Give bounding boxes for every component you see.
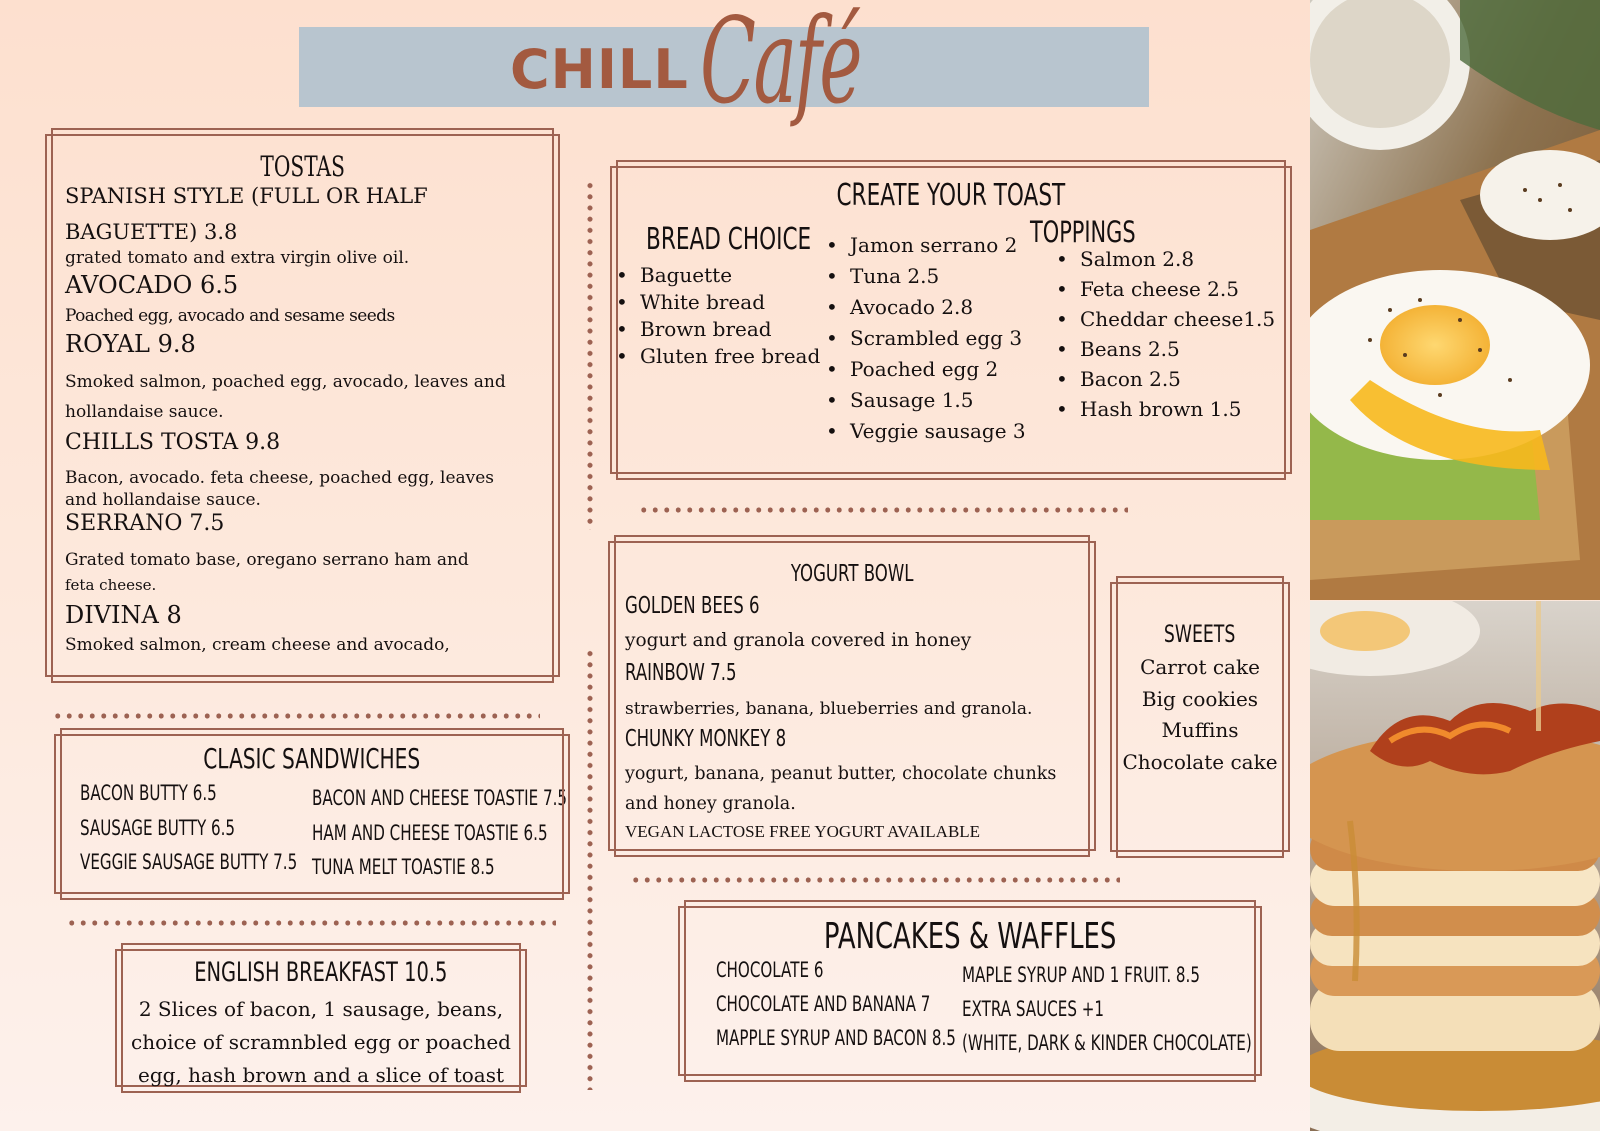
bread-item: • Brown bread <box>614 315 820 342</box>
create-toast-section <box>610 160 1292 480</box>
topping-item: • Sausage 1.5 <box>824 385 1026 416</box>
dotted-divider <box>638 507 1128 513</box>
yogurt-bowl-section <box>608 535 1096 857</box>
pancakes-bacon-syrup-photo <box>1310 601 1600 1131</box>
dotted-divider <box>630 877 1120 883</box>
tosta-name: ROYAL 9.8 <box>65 330 196 358</box>
tosta-description: grated tomato and extra virgin olive oil. <box>65 248 410 268</box>
tosta-name: CHILLS TOSTA 9.8 <box>65 430 281 455</box>
sweet-item: Big cookies <box>1141 686 1259 711</box>
pancakes-waffles-section <box>678 900 1262 1082</box>
topping-item: • Veggie sausage 3 <box>824 416 1026 447</box>
sweets-section <box>1110 576 1290 858</box>
cafe-title-script: Café <box>700 0 861 130</box>
sandwich-item: HAM AND CHEESE TOASTIE 6.5 <box>312 821 548 845</box>
tosta-description: Smoked salmon, cream cheese and avocado, <box>65 635 450 655</box>
breakfast-description: choice of scramnbled egg or poached <box>131 1030 511 1054</box>
tosta-description: Smoked salmon, poached egg, avocado, leaves and <box>65 372 506 392</box>
egg-avocado-toast-photo <box>1310 0 1600 600</box>
pancake-item: MAPPLE SYRUP AND BACON 8.5 <box>716 1026 956 1050</box>
pancake-item: EXTRA SAUCES +1 <box>962 997 1105 1021</box>
bread-choice-title: BREAD CHOICE <box>646 222 812 257</box>
toppings-title: TOPPINGS <box>1030 215 1136 249</box>
breakfast-title: ENGLISH BREAKFAST 10.5 <box>194 957 448 988</box>
tosta-description: Poached egg, avocado and sesame seeds <box>65 306 395 326</box>
toppings-list-1 <box>824 230 1026 447</box>
yogurt-item-description: and honey granola. <box>625 794 796 814</box>
tosta-name: BAGUETTE) 3.8 <box>65 220 238 244</box>
pancake-item: MAPLE SYRUP AND 1 FRUIT. 8.5 <box>962 963 1200 987</box>
pancake-item: (WHITE, DARK & KINDER CHOCOLATE) <box>962 1031 1252 1055</box>
tostas-title: TOSTAS <box>260 150 345 183</box>
sandwiches-title: CLASIC SANDWICHES <box>203 742 421 775</box>
dotted-divider <box>52 713 540 719</box>
toppings-list-2 <box>1054 244 1275 424</box>
yogurt-item-name: CHUNKY MONKEY 8 <box>625 726 787 752</box>
sweet-item: Muffins <box>1161 718 1239 742</box>
topping-item: • Feta cheese 2.5 <box>1054 274 1275 304</box>
sweets-title: SWEETS <box>1164 620 1236 648</box>
topping-item: • Salmon 2.8 <box>1054 244 1275 274</box>
tosta-name: SPANISH STYLE (FULL OR HALF <box>65 184 428 208</box>
pancake-item: CHOCOLATE AND BANANA 7 <box>716 992 931 1016</box>
tosta-description: feta cheese. <box>65 576 157 594</box>
breakfast-description: egg, hash brown and a slice of toast <box>137 1063 505 1087</box>
dotted-divider-vertical <box>587 180 593 530</box>
tosta-description: and hollandaise sauce. <box>65 490 261 510</box>
tosta-description: Bacon, avocado. feta cheese, poached egg, leaves <box>65 468 495 488</box>
sandwiches-section <box>54 728 570 900</box>
tostas-section <box>45 128 560 683</box>
topping-item: • Avocado 2.8 <box>824 292 1026 323</box>
yogurt-item-name: RAINBOW 7.5 <box>625 660 737 686</box>
dotted-divider-vertical <box>587 648 593 1090</box>
topping-item: • Tuna 2.5 <box>824 261 1026 292</box>
breakfast-description: 2 Slices of bacon, 1 sausage, beans, <box>138 997 504 1021</box>
topping-item: • Beans 2.5 <box>1054 334 1275 364</box>
topping-item: • Hash brown 1.5 <box>1054 394 1275 424</box>
dotted-divider <box>66 920 556 926</box>
tosta-name: DIVINA 8 <box>65 601 182 629</box>
tosta-name: SERRANO 7.5 <box>65 511 225 536</box>
topping-item: • Cheddar cheese1.5 <box>1054 304 1275 334</box>
yogurt-item-name: GOLDEN BEES 6 <box>625 593 760 619</box>
bread-item: • Gluten free bread <box>614 342 820 369</box>
pancakes-title: PANCAKES & WAFFLES <box>823 916 1117 957</box>
tosta-description: hollandaise sauce. <box>65 402 224 422</box>
sweet-item: Chocolate cake <box>1122 749 1278 774</box>
topping-item: • Jamon serrano 2 <box>824 230 1026 261</box>
topping-item: • Scrambled egg 3 <box>824 323 1026 354</box>
bread-list <box>614 261 820 369</box>
english-breakfast-section <box>115 943 527 1093</box>
cafe-title-chill: CHILL <box>510 38 689 101</box>
sandwich-item: VEGGIE SAUSAGE BUTTY 7.5 <box>80 850 298 874</box>
yogurt-item-description: yogurt and granola covered in honey <box>625 630 972 651</box>
vegan-note: VEGAN LACTOSE FREE YOGURT AVAILABLE <box>625 822 981 841</box>
sandwich-item: BACON AND CHEESE TOASTIE 7.5 <box>312 786 568 810</box>
pancake-item: CHOCOLATE 6 <box>716 958 824 982</box>
sweet-item: Carrot cake <box>1140 655 1260 679</box>
sandwich-item: SAUSAGE BUTTY 6.5 <box>80 816 236 840</box>
yogurt-title: YOGURT BOWL <box>790 561 914 587</box>
yogurt-item-description: strawberries, banana, blueberries and granola. <box>625 699 1033 719</box>
bread-item: • Baguette <box>614 261 820 288</box>
tosta-name: AVOCADO 6.5 <box>65 271 239 299</box>
tosta-description: Grated tomato base, oregano serrano ham and <box>65 550 469 570</box>
sandwich-item: BACON BUTTY 6.5 <box>80 781 217 805</box>
yogurt-item-description: yogurt, banana, peanut butter, chocolate chunks <box>625 764 1057 784</box>
create-toast-title: CREATE YOUR TOAST <box>836 178 1066 213</box>
topping-item: • Bacon 2.5 <box>1054 364 1275 394</box>
sandwich-item: TUNA MELT TOASTIE 8.5 <box>312 855 495 879</box>
topping-item: • Poached egg 2 <box>824 354 1026 385</box>
bread-item: • White bread <box>614 288 820 315</box>
